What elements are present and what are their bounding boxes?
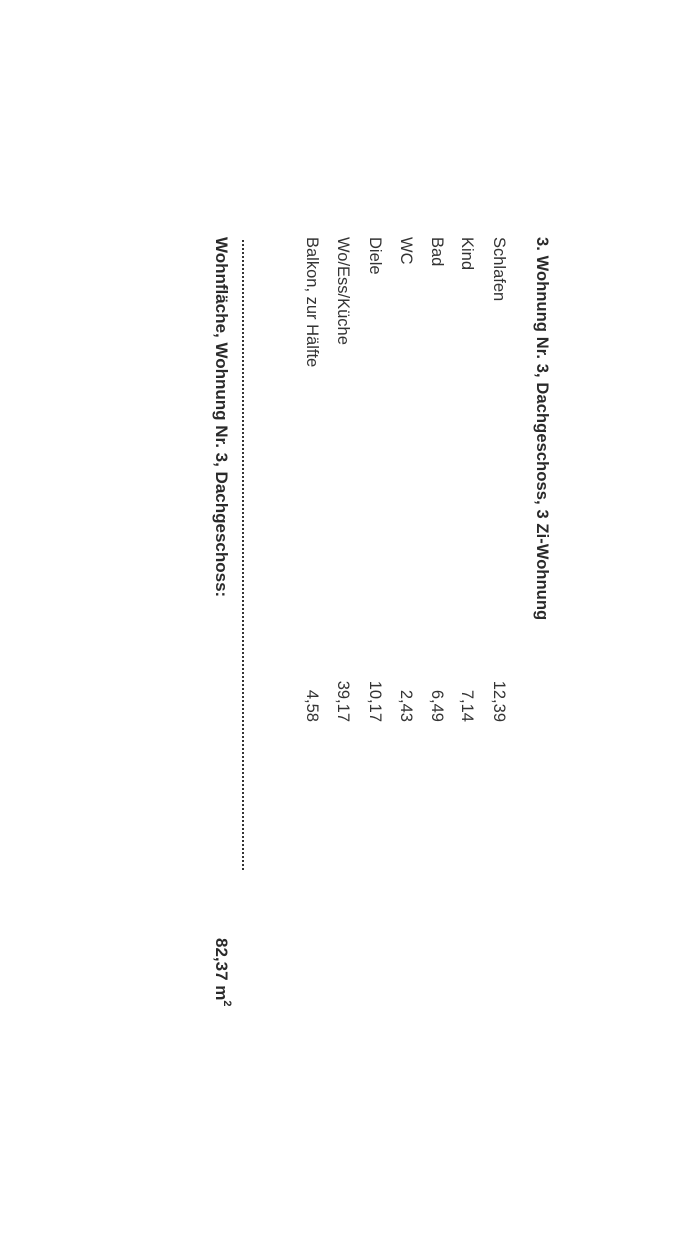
room-name: WC (397, 237, 415, 265)
room-name: Diele (366, 237, 384, 275)
room-name: Bad (428, 237, 446, 267)
section-heading: 3. Wohnung Nr. 3, Dachgeschoss, 3 Zi-Wohnung (533, 237, 551, 621)
room-area: 10,17 (366, 680, 384, 722)
room-area: 6,49 (428, 689, 446, 722)
unit-exponent: 2 (221, 1000, 233, 1007)
room-area: 2,43 (397, 689, 415, 722)
room-name: Balkon, zur Hälfte (303, 237, 321, 368)
dotted-separator (242, 240, 244, 870)
room-area: 7,14 (458, 689, 476, 722)
total-label: Wohnfläche, Wohnung Nr. 3, Dachgeschoss: (212, 237, 231, 598)
room-area: 12,39 (490, 680, 508, 722)
room-area: 39,17 (334, 680, 352, 722)
room-name: Wo/Ess/Küche (334, 237, 352, 345)
room-name: Kind (458, 237, 476, 271)
room-name: Schlafen (490, 237, 508, 302)
room-area: 4,58 (303, 689, 321, 722)
total-value (211, 938, 231, 1007)
total-value-number: 82,37 m (212, 938, 231, 1001)
